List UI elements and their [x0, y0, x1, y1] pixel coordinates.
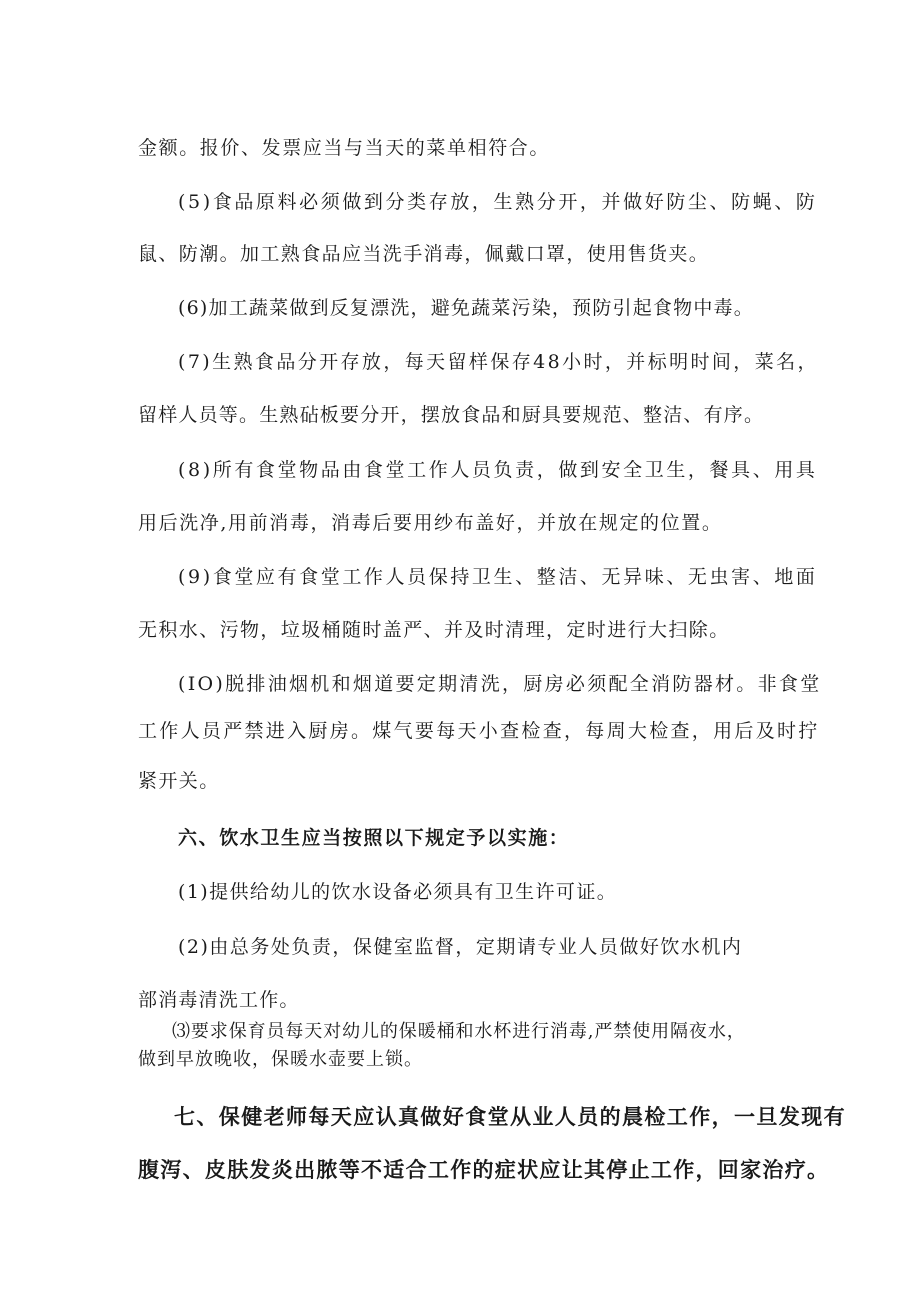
paragraph-line: (6)加工蔬菜做到反复漂洗，避免蔬菜污染，预防引起食物中毒。	[178, 297, 754, 319]
paragraph-line: 做到早放晚收，保暖水壶要上锁。	[138, 1049, 423, 1070]
paragraph-line: 紧开关。	[138, 770, 220, 792]
paragraph-line: 金额。报价、发票应当与当天的菜单相符合。	[138, 137, 551, 159]
section-heading-7-continued: 腹泻、皮肤发炎出脓等不适合工作的症状应让其停止工作，回家治疗。	[138, 1157, 830, 1182]
paragraph-line: 工作人员严禁进入厨房。煤气要每天小查检查，每周大检查，用后及时拧	[138, 720, 820, 742]
section-heading-7: 七、保健老师每天应认真做好食堂从业人员的晨检工作，一旦发现有	[174, 1104, 846, 1129]
paragraph-line: 留样人员等。生熟砧板要分开，摆放食品和厨具要规范、整洁、有序。	[138, 404, 765, 426]
paragraph-line: (7)生熟食品分开存放，每天留样保存48小时，并标明时间，菜名，	[178, 351, 819, 373]
paragraph-line: 无积水、污物，垃圾桶随时盖严、并及时清理，定时进行大扫除。	[138, 619, 730, 641]
paragraph-line: ⑶要求保育员每天对幼儿的保暖桶和水杯进行消毒,严禁使用隔夜水，	[172, 1021, 746, 1042]
paragraph-line: (IO)脱排油烟机和烟道要定期清洗，厨房必须配全消防器材。非食堂	[178, 673, 822, 695]
paragraph-line: (9)食堂应有食堂工作人员保持卫生、整洁、无异味、无虫害、地面	[178, 566, 818, 588]
paragraph-line: 用后洗净,用前消毒，消毒后要用纱布盖好，并放在规定的位置。	[138, 512, 723, 534]
section-heading-6: 六、饮水卫生应当按照以下规定予以实施：	[178, 827, 570, 849]
paragraph-line: 鼠、防潮。加工熟食品应当洗手消毒，佩戴口罩，使用售货夹。	[138, 243, 710, 265]
paragraph-line: (2)由总务处负责，保健室监督，定期请专业人员做好饮水机内	[178, 936, 743, 958]
paragraph-line: (8)所有食堂物品由食堂工作人员负责，做到安全卫生，餐具、用具	[178, 459, 818, 481]
paragraph-line: (5)食品原料必须做到分类存放，生熟分开，并做好防尘、防蝇、防	[178, 191, 818, 213]
paragraph-line: (1)提供给幼儿的饮水设备必须具有卫生许可证。	[178, 881, 618, 903]
paragraph-line: 部消毒清洗工作。	[138, 989, 300, 1011]
